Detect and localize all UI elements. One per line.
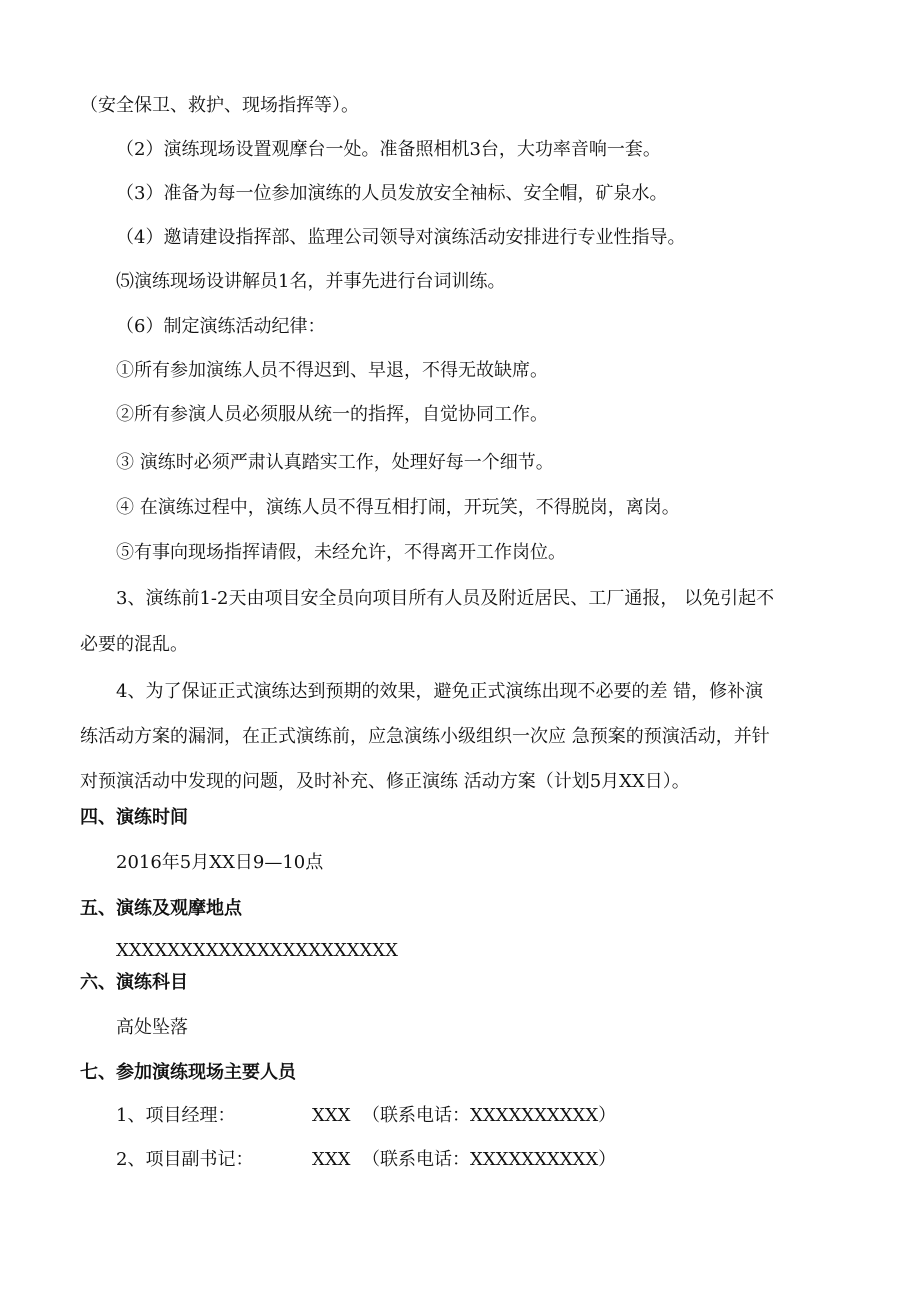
paragraph-line: 3、演练前1-2天由项目安全员向项目所有人员及附近居民、工厂通报， 以免引起不 — [116, 588, 775, 609]
section-heading: 四、演练时间 — [80, 807, 188, 828]
paragraph-line: 必要的混乱。 — [80, 634, 188, 655]
paragraph-line: 对预演活动中发现的问题，及时补充、修正演练 活动方案（计划5月XX日）。 — [80, 771, 690, 792]
person-phone: （联系电话：XXXXXXXXXX） — [362, 1149, 617, 1170]
list-item: ④ 在演练过程中，演练人员不得互相打闹，开玩笑，不得脱岗，离岗。 — [116, 497, 680, 518]
list-item: ③ 演练时必须严肃认真踏实工作，处理好每一个细节。 — [116, 452, 554, 473]
person-name: XXX — [312, 1149, 351, 1170]
person-role: 1、项目经理： — [116, 1105, 236, 1126]
person-role: 2、项目副书记： — [116, 1149, 254, 1170]
paragraph-line: 练活动方案的漏洞，在正式演练前，应急演练小级组织一次应 急预案的预演活动，并针 — [80, 726, 770, 747]
list-item: （3）准备为每一位参加演练的人员发放安全袖标、安全帽，矿泉水。 — [116, 183, 668, 204]
list-item: ①所有参加演练人员不得迟到、早退，不得无故缺席。 — [116, 360, 548, 381]
paragraph-line: 4、为了保证正式演练达到预期的效果，避免正式演练出现不必要的差 错，修补演 — [116, 681, 764, 702]
list-item: ②所有参演人员必须服从统一的指挥，自觉协同工作。 — [116, 404, 548, 425]
section-heading: 七、参加演练现场主要人员 — [80, 1062, 296, 1083]
section-heading: 六、演练科目 — [80, 972, 188, 993]
list-item: （4）邀请建设指挥部、监理公司领导对演练活动安排进行专业性指导。 — [116, 227, 686, 248]
list-item: ⑸演练现场设讲解员1名，并事先进行台词训练。 — [116, 271, 506, 292]
list-item: （6）制定演练活动纪律： — [116, 316, 326, 337]
paragraph-line: （安全保卫、救护、现场指挥等）。 — [80, 95, 359, 116]
person-name: XXX — [312, 1105, 351, 1126]
section-content: 高处坠落 — [116, 1017, 188, 1038]
section-heading: 五、演练及观摩地点 — [80, 898, 242, 919]
list-item: ⑤有事向现场指挥请假，未经允许，不得离开工作岗位。 — [116, 542, 566, 563]
person-phone: （联系电话：XXXXXXXXXX） — [362, 1105, 617, 1126]
list-item: （2）演练现场设置观摩台一处。准备照相机3台，大功率音响一套。 — [116, 139, 661, 160]
section-content: 2016年5月XX日9—10点 — [116, 852, 324, 873]
section-content: XXXXXXXXXXXXXXXXXXXXXX — [116, 940, 398, 961]
